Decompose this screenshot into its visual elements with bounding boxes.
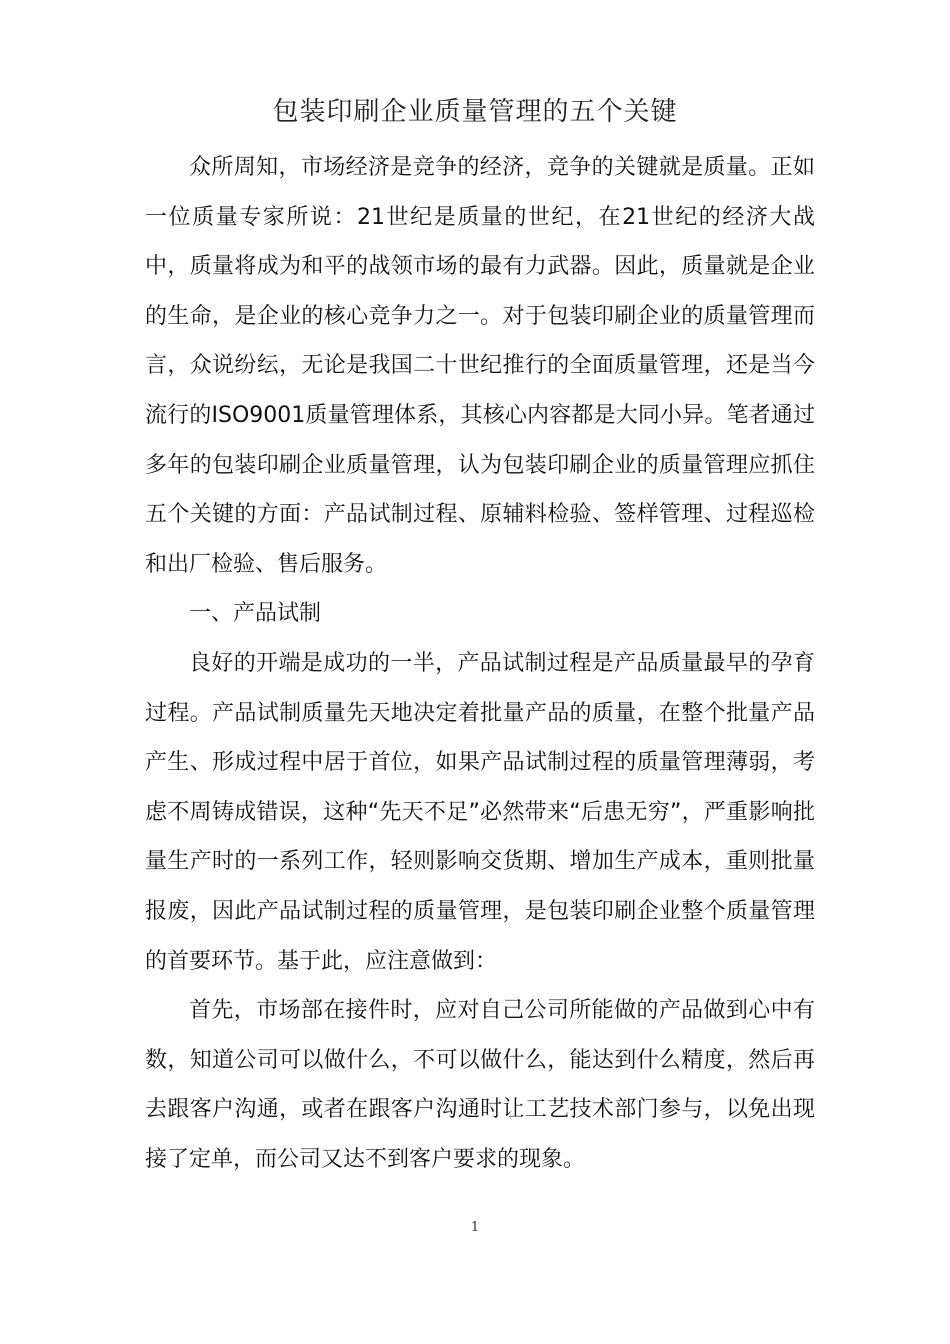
section-heading-product-trial: 一、产品试制 bbox=[189, 601, 322, 627]
document-title: 包装印刷企业质量管理的五个关键 bbox=[272, 97, 678, 127]
paragraph-market-department: 首先，市场部在接件时，应对自己公司所能做的产品做到心中有数，知道公司可以做什么，不可以做什么，能达到什么精度，然后再去跟客户沟通，或者在跟客户沟通时让工艺技术部门参与，以免出现接了定单，而公司又达不到客户要求的现象。 bbox=[145, 998, 815, 1172]
page-number: 1 bbox=[470, 1220, 480, 1235]
document-body bbox=[145, 143, 815, 1184]
paragraph-intro: 众所周知，市场经济是竞争的经济，竞争的关键就是质量。正如一位质量专家所说：21世纪是质量的世纪，在21世纪的经济大战中，质量将成为和平的战领市场的最有力武器。因此，质量就是企业的生命，是企业的核心竞争力之一。对于包装印刷企业的质量管理而言，众说纷纭，无论是我国二十世纪推行的全面质量管理，还是当今流行的ISO9001质量管理体系，其核心内容都是大同小异。笔者通过多年的包装印刷企业质量管理，认为包装印刷企业的质量管理应抓住五个关键的方面：产品试制过程、原辅料检验、签样管理、过程巡检和出厂检验、售后服务。 bbox=[145, 155, 815, 577]
paragraph-product-trial: 良好的开端是成功的一半，产品试制过程是产品质量最早的孕育过程。产品试制质量先天地决定着批量产品的质量，在整个批量产品产生、形成过程中居于首位，如果产品试制过程的质量管理薄弱，考虑不周铸成错误，这种“先天不足”必然带来“后患无穷”，严重影响批量生产时的一系列工作，轻则影响交货期、增加生产成本，重则批量报废，因此产品试制过程的质量管理，是包装印刷企业整个质量管理的首要环节。基于此，应注意做到： bbox=[145, 650, 815, 974]
